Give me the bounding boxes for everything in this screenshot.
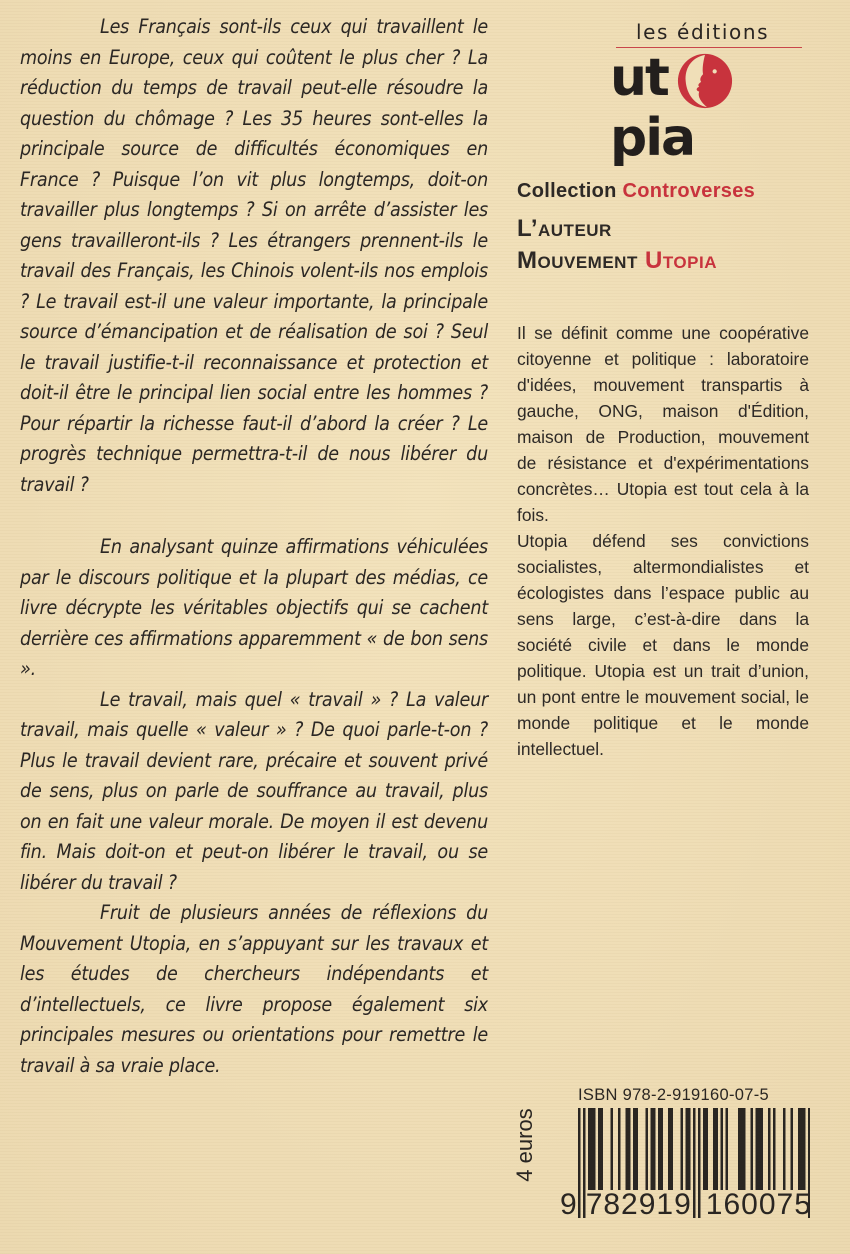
- blurb-paragraph-proposals: Fruit de plusieurs années de réflexions du Mouvement Utopia, en s’appuyant sur les travaux et les études de chercheurs indépendants et d’intellectuels, ce livre propose également six principales mesures ou orientations pour remettre le travail à sa vraie place.: [20, 901, 488, 1077]
- barcode-bar: [783, 1108, 786, 1190]
- barcode-bar: [738, 1108, 741, 1190]
- barcode-bar: [661, 1108, 664, 1190]
- blurb-paragraph-analysis: En analysant quinze affirmations véhiculées par le discours politique et la plupart des médias, ce livre décrypte les véritables objectifs qui se cachent derrière ces affirmations apparemment « de bon sens ».: [20, 535, 488, 680]
- barcode-bar: [688, 1108, 691, 1190]
- logo-wordmark-right: pia: [610, 108, 695, 168]
- barcode-bar: [591, 1108, 594, 1190]
- barcode-bar: [681, 1108, 684, 1190]
- barcode-bar: [646, 1108, 649, 1190]
- barcode-bar: [633, 1108, 636, 1190]
- barcode-bar: [611, 1108, 614, 1190]
- barcode-bar: [618, 1108, 621, 1190]
- bio-paragraph-convictions: Utopia défend ses convictions socialistes, altermondialistes et écologistes dans l’espace public au sens large, c’est-à-dire dans la société civile et dans le monde politique. Utopia est un trait d’union, un pont entre le mouvement social, le monde politique et le monde intellectuel.: [517, 531, 809, 759]
- barcode-bar: [743, 1108, 746, 1190]
- barcode-bar: [653, 1108, 656, 1190]
- barcode-bar: [588, 1108, 591, 1190]
- barcode-bar: [726, 1108, 729, 1190]
- author-name: [517, 247, 812, 275]
- barcode-bar: [713, 1108, 716, 1190]
- collection-title: [517, 180, 812, 203]
- barcode-bar: [773, 1108, 776, 1190]
- barcode-bar: [598, 1108, 601, 1190]
- author-heading: L’auteur: [517, 215, 612, 242]
- publisher-logo: [610, 20, 800, 168]
- back-cover-blurb: [20, 12, 488, 1081]
- barcode-bar: [593, 1108, 596, 1190]
- barcode-bar: [768, 1108, 771, 1190]
- barcode-first-digit: 9: [560, 1188, 578, 1221]
- bio-paragraph-definition: Il se définit comme une coopérative citoyenne et politique : laboratoire d'idées, mouvement transpartis à gauche, ONG, maison d'Édition, maison de Production, mouvement de résistance et d'expérimentations concrètes… Utopia est tout cela à la fois.: [517, 323, 809, 525]
- barcode-bar: [761, 1108, 764, 1190]
- barcode-bar: [651, 1108, 654, 1190]
- author-name-highlight: Utopia: [645, 247, 717, 274]
- barcode-bar: [791, 1108, 794, 1190]
- barcode-bar: [803, 1108, 806, 1190]
- barcode-bar: [703, 1108, 706, 1190]
- barcode-bar: [706, 1108, 709, 1190]
- barcode-bar: [626, 1108, 629, 1190]
- author-bio: [517, 320, 809, 762]
- isbn-text: ISBN 978-2-919160-07-5: [578, 1086, 769, 1104]
- logo-wordmark-left: ut: [610, 48, 668, 108]
- barcode-bar: [636, 1108, 639, 1190]
- barcode-bar: [686, 1108, 689, 1190]
- barcode-bar: [658, 1108, 661, 1190]
- barcode-bar: [671, 1108, 674, 1190]
- barcode-bar: [758, 1108, 761, 1190]
- barcode-bar: [798, 1108, 801, 1190]
- barcode-bar: [751, 1108, 754, 1190]
- price-text: 4 euros: [512, 1108, 537, 1182]
- barcode-bar: [756, 1108, 759, 1190]
- barcode-bar: [628, 1108, 631, 1190]
- barcode-left-group: 782919: [585, 1188, 692, 1221]
- blurb-paragraph-work-value: Le travail, mais quel « travail » ? La valeur travail, mais quelle « valeur » ? De quoi parle-t-on ? Plus le travail devient rare, précaire et souvent privé de sens, plus on parle de souffrance au travail, plus on en fait une valeur morale. De moyen il est devenu fin. Mais doit-on et peut-on libérer le travail, ou se libérer du travail ?: [20, 687, 488, 894]
- barcode-bar: [601, 1108, 604, 1190]
- barcode-bar: [668, 1108, 671, 1190]
- barcode-bar: [716, 1108, 719, 1190]
- barcode-digits: [560, 1188, 812, 1222]
- author-name-prefix: Mouvement: [517, 247, 638, 274]
- barcode-right-group: 160075: [705, 1188, 812, 1221]
- price-label: [505, 1090, 545, 1200]
- collection-name: Controverses: [622, 180, 756, 202]
- info-column: [517, 180, 812, 275]
- barcode-bar: [801, 1108, 804, 1190]
- moon-face-icon: [676, 52, 734, 110]
- publisher-small-text: les éditions: [636, 20, 770, 44]
- barcode-bar: [741, 1108, 744, 1190]
- blurb-paragraph-questions: Les Français sont-ils ceux qui travaillent le moins en Europe, ceux qui coûtent le plus cher ? La réduction du temps de travail peut-elle résoudre la question du chômage ? Les 35 heures sont-elles la principale source de difficultés économiques en France ? Puisque l’on vit plus longtemps, doit-on travailler plus longtemps ? Si on arrête d’assister les gens travailleront-ils ? Les étrangers prennent-ils le travail des Français, les Chinois volent-ils nos emplois ? Le travail est-il une valeur importante, la principale source d’émancipation et de réalisation de soi ? Seul le travail justifie-t-il reconnaissance et protection et doit-il être le principal lien social entre les hommes ? Pour répartir la richesse faut-il d’abord la créer ? Le progrès technique permettra-t-il de nous libérer du travail ?: [20, 15, 488, 496]
- barcode-bar: [721, 1108, 724, 1190]
- collection-label: Collection: [517, 180, 617, 202]
